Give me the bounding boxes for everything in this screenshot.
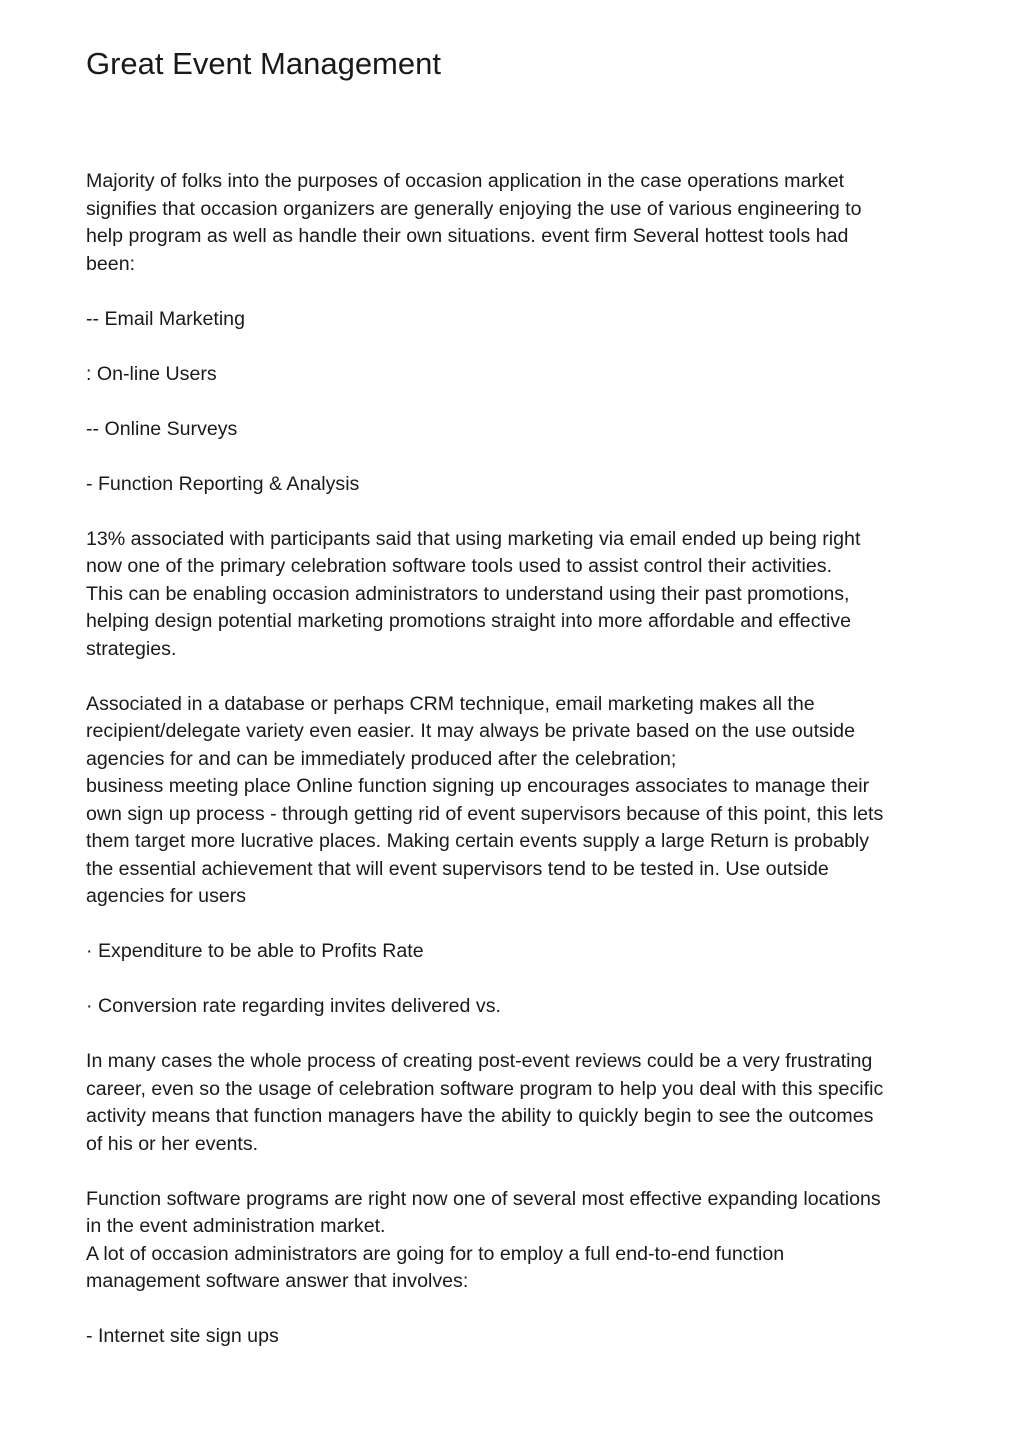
text-line: A lot of occasion administrators are going for to employ a full end-to-end function: [86, 1242, 785, 1265]
paragraph: [86, 471, 936, 499]
text-line: -- Online Surveys: [86, 417, 238, 440]
text-line: activity means that function managers have the ability to quickly begin to see the outcomes: [86, 1105, 874, 1127]
paragraph: [86, 416, 936, 444]
paragraph: [86, 938, 936, 966]
text-line: In many cases the whole process of creating post-event reviews could be a very frustrating: [86, 1050, 873, 1072]
text-line: : On-line Users: [86, 362, 217, 385]
text-line: now one of the primary celebration software tools used to assist control their activities.: [86, 555, 833, 577]
text-line: -- Email Marketing: [86, 307, 245, 330]
paragraph: [86, 526, 936, 664]
text-line: business meeting place Online function signing up encourages associates to manage their: [86, 775, 870, 797]
text-line: strategies.: [86, 637, 177, 660]
paragraph: [86, 1186, 936, 1296]
text-line: Function software programs are right now one of several most effective expanding locations: [86, 1187, 881, 1210]
paragraph: [86, 306, 936, 334]
document-title: Great Event Management: [86, 46, 441, 81]
text-line: management software answer that involves:: [86, 1270, 469, 1292]
text-line: recipient/delegate variety even easier. It may always be private based on the use outside: [86, 720, 855, 742]
paragraph: [86, 361, 936, 389]
paragraph: [86, 1323, 936, 1351]
text-line: own sign up process - through getting rid of event supervisors because of this point, this lets: [86, 802, 884, 825]
text-line: · Conversion rate regarding invites delivered vs.: [86, 995, 501, 1017]
paragraph: [86, 1048, 936, 1158]
paragraph: [86, 993, 936, 1021]
text-line: of his or her events.: [86, 1132, 259, 1155]
paragraph: [86, 168, 936, 278]
text-line: · Expenditure to be able to Profits Rate: [86, 940, 424, 962]
text-line: been:: [86, 252, 136, 275]
text-line: them target more lucrative places. Making certain events supply a large Return is probably: [86, 830, 870, 852]
text-line: agencies for users: [86, 885, 247, 907]
text-line: agencies for and can be immediately produced after the celebration;: [86, 747, 677, 770]
text-line: - Function Reporting & Analysis: [86, 472, 360, 495]
document-body: [86, 168, 936, 1378]
text-line: the essential achievement that will event supervisors tend to be tested in. Use outside: [86, 857, 829, 880]
text-line: - Internet site sign ups: [86, 1325, 279, 1347]
text-line: Majority of folks into the purposes of occasion application in the case operations market: [86, 170, 845, 192]
text-line: signifies that occasion organizers are generally enjoying the use of various engineering to: [86, 197, 862, 220]
text-line: help program as well as handle their own situations. event firm Several hottest tools had: [86, 225, 849, 247]
text-line: in the event administration market.: [86, 1215, 386, 1237]
text-line: This can be enabling occasion administrators to understand using their past promotions,: [86, 582, 850, 605]
text-line: career, even so the usage of celebration software program to help you deal with this specific: [86, 1077, 884, 1100]
text-line: Associated in a database or perhaps CRM technique, email marketing makes all the: [86, 692, 815, 715]
text-line: 13% associated with participants said that using marketing via email ended up being right: [86, 527, 861, 550]
text-line: helping design potential marketing promotions straight into more affordable and effective: [86, 610, 851, 632]
paragraph: [86, 691, 936, 911]
